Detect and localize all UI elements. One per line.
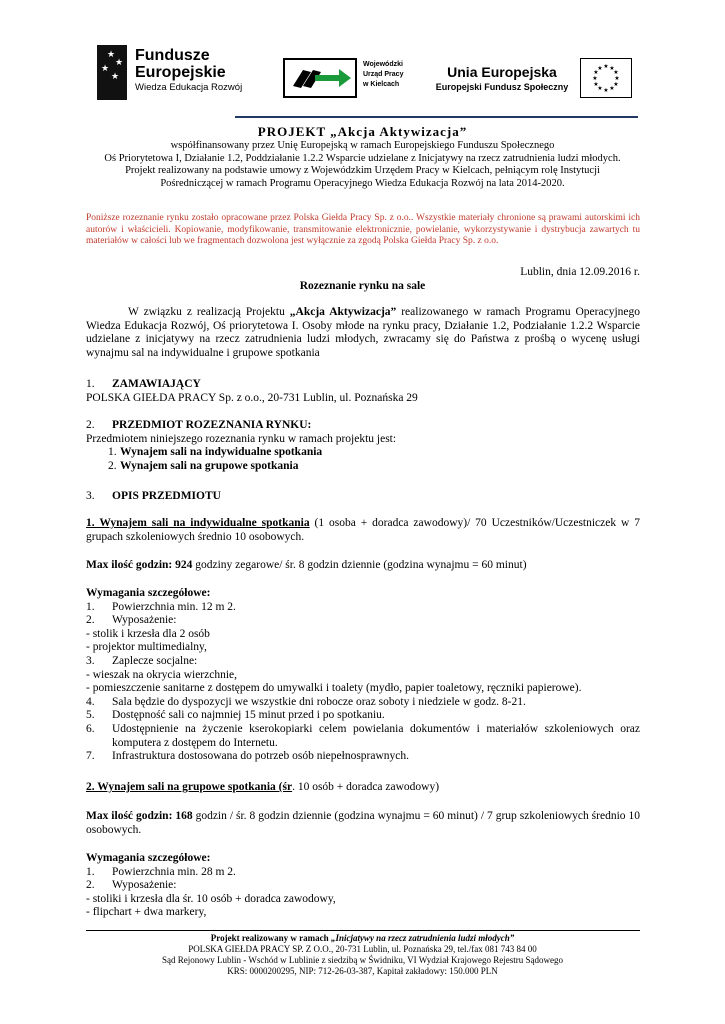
- svg-text:★: ★: [603, 63, 609, 70]
- s1-text: POLSKA GIEŁDA PRACY Sp. z o.o., 20-731 Lublin, ul. Poznańska 29: [86, 391, 418, 404]
- sub2-req-line-number: 2.: [86, 879, 95, 892]
- copyright-disclaimer: Poniższe rozeznanie rynku zostało opracowane przez Polska Giełda Pracy Sp. z o.o.. Wszystkie materiały chronione są prawami autorskimi ich autorów i właścicieli. Kopiowanie, modyfikowanie, transmitowanie elektronicznie, powielanie, wykorzystywanie i dystrybucja zawartych tu materiałów w całości lub we fragmentach dozwolona jest wyłącznie za zgodą Polska Giełda Pracy Sp. z o.o.: [86, 213, 640, 246]
- document-date: Lublin, dnia 12.09.2016 r.: [520, 266, 640, 278]
- sub2-req-line-text: - flipchart + dwa markery,: [86, 906, 207, 919]
- footer: [60, 933, 665, 977]
- sub1-req-line: [86, 601, 640, 615]
- sub1-req-line: [86, 641, 640, 655]
- document-title: Rozeznanie rynku na sale: [299, 280, 426, 292]
- wup-line3: w Kielcach: [363, 81, 400, 88]
- svg-text:★: ★: [603, 87, 609, 94]
- svg-text:★: ★: [614, 75, 620, 82]
- sub2-req-line-text: Wyposażenie:: [112, 879, 177, 892]
- s2-item-1-num: 1.: [108, 446, 117, 459]
- sub1-req-line-text: Zaplecze socjalne:: [112, 654, 198, 667]
- intro-text-rest: realizowanego w ramach Programu Operacyjnego Wiedza Edukacja Rozwój, Oś priorytetowa I. Osoby młode na rynku pracy, Działanie 1.2, Podziałanie 1.2.2 Wsparcie udzielane z inicjatywy na rzecz zatrudnienia ludzi młodych, zwracamy się do Państwa z prośbą o wycenę usługi wynajmu sal na indywidualne i grupowe spotkania: [86, 306, 641, 359]
- s1-title: ZAMAWIAJĄCY: [112, 378, 201, 390]
- sub2-req-line-text: - stoliki i krzesła dla śr. 10 osób + doradca zawodowy,: [86, 892, 336, 905]
- footer-line4: KRS: 0000200295, NIP: 712-26-03-387, Kapitał zakładowy: 150.000 PLN: [227, 966, 498, 976]
- svg-text:★: ★: [593, 81, 599, 88]
- fe-logo-line1: Fundusze: [135, 47, 210, 64]
- sub1-req-line-text: Wyposażenie:: [112, 614, 177, 627]
- project-line-3: Projekt realizowany na podstawie umowy z Wojewódzkim Urzędem Pracy w Kielcach, pełniącym rolę Instytucji: [125, 165, 600, 176]
- sub1-req-line-text: Sala będzie do dyspozycji we wszystkie dni robocze oraz soboty i niedziele w godz. 8-21.: [112, 695, 526, 708]
- svg-text:★: ★: [609, 65, 615, 72]
- sub1-req-line-number: 5.: [86, 709, 95, 722]
- sub1-req-line-text: - projektor multimedialny,: [86, 641, 207, 654]
- sub1-max-hours: [86, 559, 640, 573]
- footer-line2: POLSKA GIEŁDA PRACY SP. Z O.O., 20-731 Lublin, ul. Poznańska 29, tel./fax 081 743 84 00: [188, 944, 537, 954]
- sub1-title-rest: (1 osoba + doradca zawodowy)/ 70 Uczestników/Uczestniczek w 7 grupach szkoleniowych średnio 10 osobowych.: [86, 517, 640, 543]
- sub2-max-label: Max ilość godzin: 168: [86, 810, 193, 822]
- wup-kielce-logo: [283, 58, 423, 102]
- intro-project-name: „Akcja Aktywizacja”: [289, 306, 397, 318]
- s3-number: 3.: [86, 490, 95, 502]
- sub1-req-line: [86, 655, 640, 669]
- section-description: [86, 490, 640, 504]
- fe-logo-line3: Wiedza Edukacja Rozwój: [135, 82, 243, 93]
- section-subject: [86, 419, 640, 473]
- sub1-req-title: Wymagania szczegółowe:: [86, 587, 211, 599]
- unia-europejska-text: [432, 64, 572, 92]
- intro-paragraph: [86, 306, 640, 360]
- sub1-req-line: [86, 669, 640, 683]
- sub1-req-line-text: Dostępność sali co najmniej 15 minut przed i po spotkaniu.: [112, 709, 385, 722]
- s3-title: OPIS PRZEDMIOTU: [112, 490, 221, 502]
- s2-number: 2.: [86, 419, 95, 431]
- sub1-req-line-number: 2.: [86, 614, 95, 627]
- wup-line2: Urząd Pracy: [363, 71, 404, 78]
- sub2-heading: [86, 781, 640, 795]
- svg-text:★: ★: [592, 75, 598, 82]
- sub1-req-line-number: 1.: [86, 600, 95, 613]
- sub2-req-line: [86, 893, 640, 907]
- svg-text:★: ★: [609, 85, 615, 92]
- fe-logo-line2: Europejskie: [135, 64, 226, 81]
- svg-text:★: ★: [597, 85, 603, 92]
- s2-title: PRZEDMIOT ROZEZNANIA RYNKU:: [112, 419, 312, 431]
- section-ordering-party: [86, 378, 640, 405]
- footer-line1-italic: „Inicjatywy na rzecz zatrudnienia ludzi młodych”: [330, 933, 515, 943]
- s2-text: Przedmiotem niniejszego rozeznania rynku w ramach projektu jest:: [86, 432, 397, 445]
- sub2-req-line-text: Powierzchnia min. 28 m 2.: [112, 865, 236, 878]
- sub1-req-line-text: Infrastruktura dostosowana do potrzeb osób niepełnosprawnych.: [112, 750, 410, 763]
- sub2-req-title: Wymagania szczegółowe:: [86, 852, 211, 864]
- sub1-req-line-text: - stolik i krzesła dla 2 osób: [86, 627, 210, 640]
- footer-line3: Sąd Rejonowy Lublin - Wschód w Lublinie z siedzibą w Świdniku, VI Wydział Krajowego Rejestru Sądowego: [162, 955, 563, 965]
- fe-flag-icon: ★ ★ ★ ★: [97, 45, 127, 100]
- sub2-max-hours: [86, 810, 640, 837]
- s2-item-2-text: Wynajem sali na grupowe spotkania: [120, 459, 299, 472]
- sub1-title: 1. Wynajem sali na indywidualne spotkania: [86, 517, 310, 529]
- eu-flag-icon: [580, 58, 632, 98]
- footer-divider: [86, 930, 640, 931]
- sub2-max-rest: godzin / śr. 8 godzin dziennie (godzina wynajmu = 60 minut) / 7 grup szkoleniowych średnio 10 osobowych.: [86, 810, 640, 836]
- sub1-req-line-text: Udostępnienie na życzenie kserokopiarki celem powielania dokumentów i materiałów szkoleniowych oraz komputera z dostępem do Internetu.: [112, 722, 640, 749]
- sub2-requirements: [86, 852, 640, 920]
- project-line-4: Pośredniczącej w ramach Programu Operacyjnego Wiedza Edukacja Rozwój na lata 2014-2020.: [160, 177, 565, 189]
- sub1-req-line-text: - wieszak na okrycia wierzchnie,: [86, 668, 238, 681]
- ue-title: Unia Europejska: [447, 64, 557, 80]
- sub2-title: 2. Wynajem sali na grupowe spotkania (śr: [86, 781, 293, 793]
- project-title: PROJEKT „Akcja Aktywizacja”: [257, 124, 468, 139]
- sub1-req-line-number: 3.: [86, 654, 95, 667]
- ue-subtitle: Europejski Fundusz Społeczny: [435, 82, 569, 92]
- sub2-req-line: [86, 906, 640, 920]
- fundusze-europejskie-logo: [97, 45, 267, 105]
- sub2-req-line: [86, 879, 640, 893]
- svg-text:★: ★: [613, 69, 619, 76]
- footer-line1: Projekt realizowany w ramach: [210, 933, 331, 943]
- s2-item-1-text: Wynajem sali na indywidualne spotkania: [120, 446, 323, 459]
- svg-text:★: ★: [597, 65, 603, 72]
- s1-number: 1.: [86, 378, 95, 390]
- project-line-2: Oś Priorytetowa I, Działanie 1.2, Poddziałanie 1.2.2 Wsparcie udzielane z Inicjatywy na rzecz zatrudnienia ludzi młodych.: [104, 152, 621, 164]
- sub1-req-line: [86, 696, 640, 710]
- project-subtitle: [60, 140, 665, 190]
- sub1-req-line-number: 4.: [86, 695, 95, 708]
- sub1-max-rest: godziny zegarowe/ śr. 8 godzin dziennie (godzina wynajmu = 60 minut): [192, 559, 527, 571]
- sub1-req-line-text: Powierzchnia min. 12 m 2.: [112, 600, 236, 613]
- sub1-req-line: [86, 709, 640, 723]
- intro-text: W związku z realizacją Projektu: [128, 306, 290, 318]
- project-line-1: współfinansowany przez Unię Europejską w ramach Europejskiego Funduszu Społecznego: [170, 140, 555, 151]
- sub1-requirements: [86, 587, 640, 764]
- sub1-req-line-number: 7.: [86, 750, 95, 763]
- s2-item-2: [86, 460, 640, 474]
- wup-line1: Wojewódzki: [363, 61, 403, 68]
- sub1-req-line-number: 6.: [86, 722, 95, 735]
- sub1-req-line: [86, 628, 640, 642]
- sub2-title-rest: . 10 osób + doradca zawodowy): [292, 781, 440, 793]
- svg-text:★: ★: [613, 81, 619, 88]
- sub1-max-label: Max ilość godzin: 924: [86, 559, 193, 571]
- sub2-req-line: [86, 866, 640, 880]
- s2-item-1: [86, 446, 640, 460]
- sub1-req-line: [86, 682, 640, 696]
- wup-emblem-icon: [283, 58, 357, 98]
- s2-item-2-num: 2.: [108, 459, 117, 472]
- sub1-req-line: [86, 750, 640, 764]
- header-divider: [235, 116, 638, 118]
- svg-text:★: ★: [593, 69, 599, 76]
- sub1-req-line: [86, 614, 640, 628]
- sub2-req-line-number: 1.: [86, 865, 95, 878]
- sub1-heading: [86, 517, 640, 544]
- sub1-req-line: [86, 723, 640, 750]
- sub1-req-line-text: - pomieszczenie sanitarne z dostępem do umywalki i toalety (mydło, papier toaletowy, ręczniki papierowe).: [86, 682, 582, 695]
